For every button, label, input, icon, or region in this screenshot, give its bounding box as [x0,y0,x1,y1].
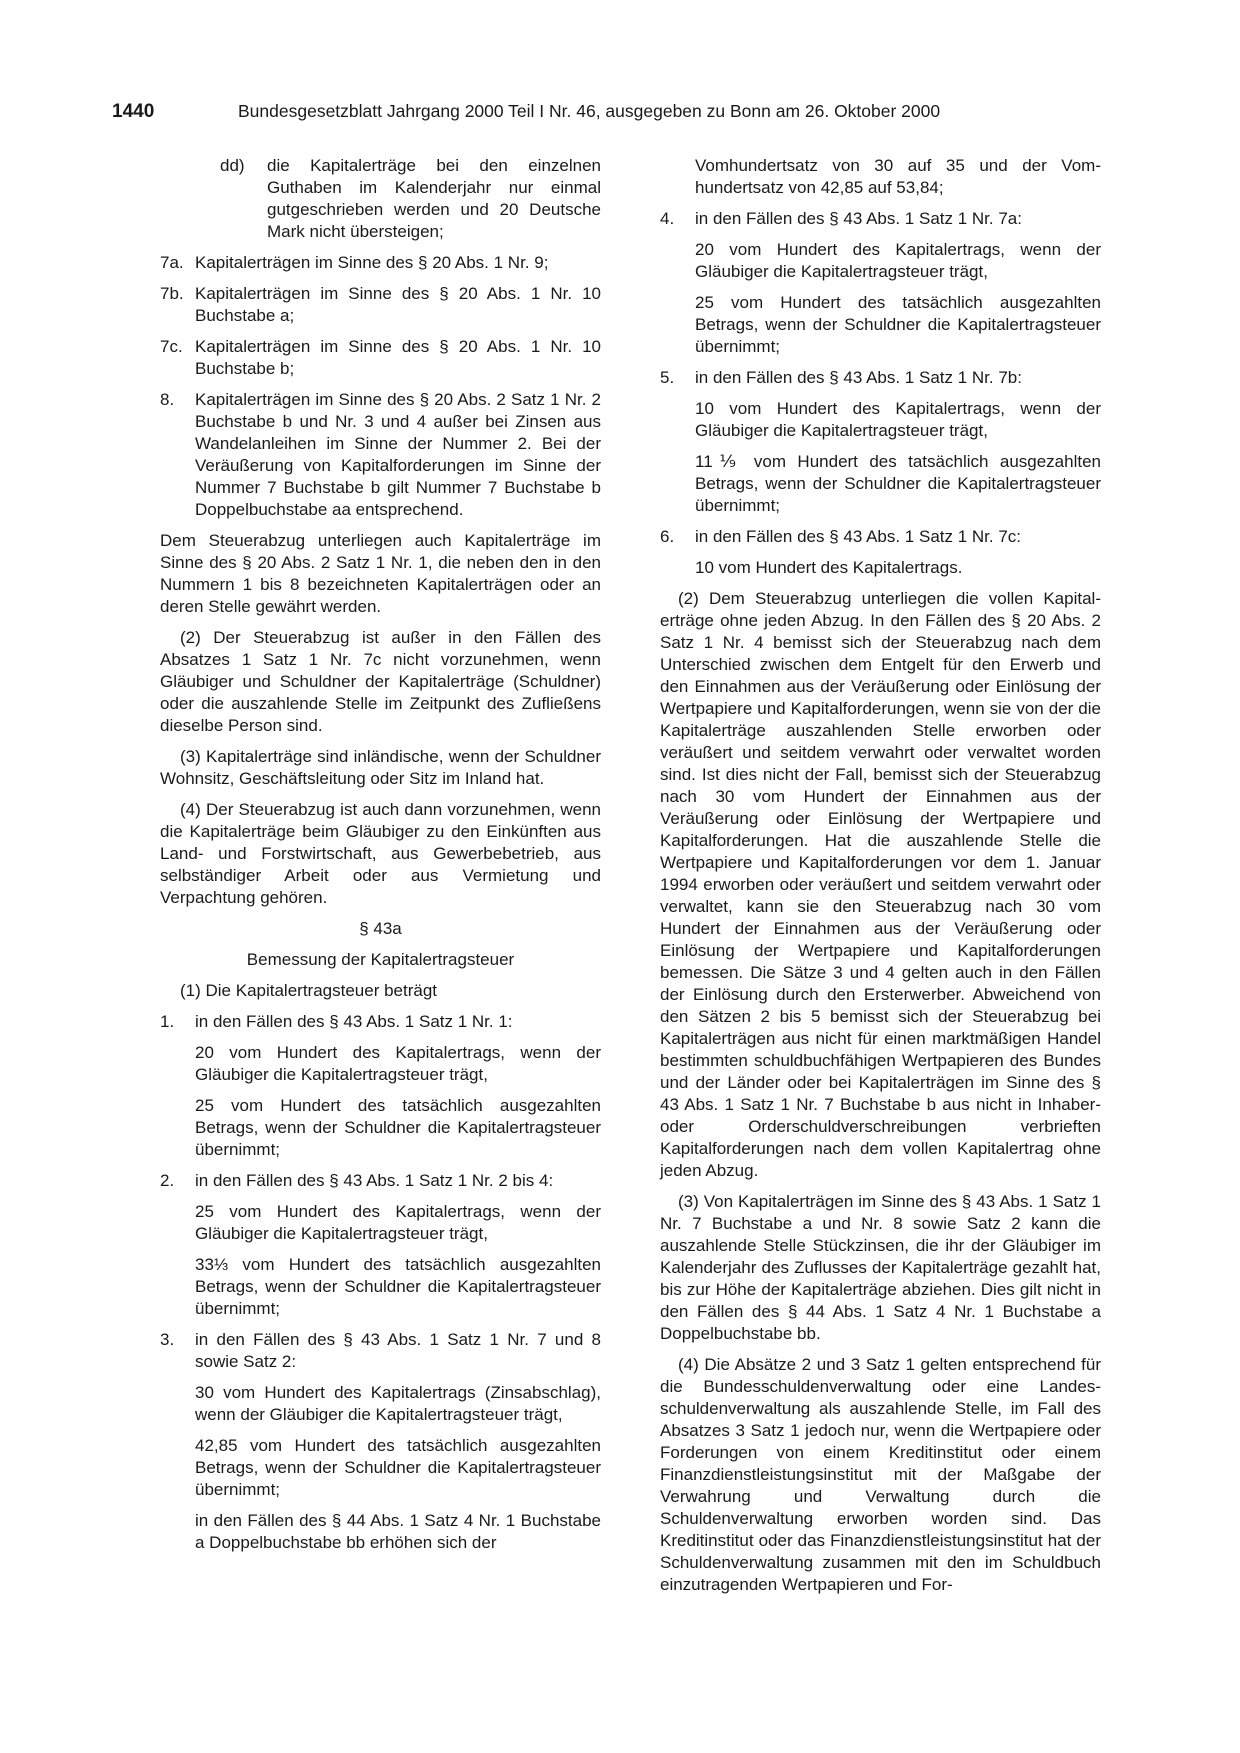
item-text: die Kapitalerträge bei den einzelnen Guthaben im Kalenderjahr nur einmal gutgeschrieben werden und 20 Deutsche Mark nicht übersteigen; [267,156,601,241]
section-number: § 43a [359,919,402,938]
item-number: 3. [160,1330,175,1349]
item-number: 7b. [160,284,184,303]
paragraph: (4) Die Absätze 2 und 3 Satz 1 gelten entsprechend für die Bundesschuldenverwaltung oder eine Landesschuldenverwaltung als auszahlende Stelle, im Fall des Absatzes 3 Satz 1 jedoch nur, wenn die Wertpapiere oder Forderungen von einem Kreditinstitut oder einem Finanzdienstleistungsinstitut mit der Maßgabe der Verwahrung und Verwaltung durch die Schuldenverwaltung erworben worden sind. Das Kreditinstitut oder das Finanzdienstleistungsinstitut hat der Schuldenverwaltung zusammen mit den im Schuldbuch einzutragenden Wertpapieren und For- [660,1355,1101,1594]
paragraph: 42,85 vom Hundert des tatsächlich ausgezahlten Betrags, wenn der Schuldner die Kapitalertragsteuer übernimmt; [195,1436,601,1499]
page-header [112,100,1012,123]
paragraph: 11⅑ vom Hundert des tatsächlich ausgezahlten Betrags, wenn der Schuldner die Kapitalertragsteuer übernimmt; [695,452,1101,515]
list-item [160,155,601,243]
item-text: Kapitalerträgen im Sinne des § 20 Abs. 1 Nr. 9; [195,253,549,272]
paragraph: (1) Die Kapitalertragsteuer beträgt [180,981,438,1000]
paragraph: 20 vom Hundert des Kapitalertrags, wenn der Gläubiger die Kapitalertragsteuer trägt, [695,240,1101,281]
item-number: 4. [660,209,675,228]
item-text: Kapitalerträgen im Sinne des § 20 Abs. 1 Nr. 10 Buchstabe b; [195,337,601,378]
paragraph: in den Fällen des § 44 Abs. 1 Satz 4 Nr. 1 Buchstabe a Doppelbuchstabe bb erhöhen sich der [195,1511,601,1552]
list-item [660,526,1101,548]
item-number: 6. [660,527,675,546]
page-number: 1440 [112,101,155,122]
list-item [160,1170,601,1192]
list-item [160,336,601,380]
list-item [660,208,1101,230]
paragraph: 25 vom Hundert des Kapitalertrags, wenn der Gläubiger die Kapitalertragsteuer trägt, [195,1202,601,1243]
paragraph: 33⅓ vom Hundert des tatsächlich ausgezahlten Betrags, wenn der Schuldner die Kapitalertragsteuer übernimmt; [195,1255,601,1318]
item-number: 7a. [160,253,184,272]
item-number: 1. [160,1012,175,1031]
item-number: 5. [660,368,675,387]
list-item [160,252,601,274]
list-item [160,283,601,327]
paragraph: (3) Von Kapitalerträgen im Sinne des § 43 Abs. 1 Satz 1 Nr. 7 Buchstabe a und Nr. 8 sowie Satz 2 kann die auszahlende Stelle Stückzinsen, die ihr der Gläubiger im Kalenderjahr des Zuflusses der Kapitalerträge gezahlt hat, bis zur Höhe der Kapitalerträge abziehen. Dies gilt nicht in den Fällen des § 44 Abs. 1 Satz 4 Nr. 1 Buchstabe a Doppelbuchstabe bb. [660,1192,1101,1343]
item-text: in den Fällen des § 43 Abs. 1 Satz 1 Nr. 7c: [695,527,1022,546]
item-text: Kapitalerträgen im Sinne des § 20 Abs. 2 Satz 1 Nr. 2 Buchstabe b und Nr. 3 und 4 außer bei Zinsen aus Wandelanleihen im Sinne der Nummer 2. Bei der Veräußerung von Kapitalforderungen im Sinne der Nummer 7 Buchstabe b gilt Nummer 7 Buchstabe b Doppelbuchstabe aa entsprechend. [195,390,601,519]
paragraph: Dem Steuerabzug unterliegen auch Kapitalerträge im Sinne des § 20 Abs. 2 Satz 1 Nr. 1, die neben den in den Nummern 1 bis 8 bezeichneten Kapitalerträgen oder an deren Stelle gewährt werden. [160,531,601,616]
item-number: 8. [160,390,175,409]
list-item [160,1329,601,1373]
item-text: in den Fällen des § 43 Abs. 1 Satz 1 Nr. 7 und 8 sowie Satz 2: [195,1330,601,1371]
item-text: in den Fällen des § 43 Abs. 1 Satz 1 Nr. 7a: [695,209,1022,228]
left-column [160,155,601,1563]
item-text: in den Fällen des § 43 Abs. 1 Satz 1 Nr. 1: [195,1012,513,1031]
list-item [660,367,1101,389]
item-number: 2. [160,1171,175,1190]
item-number: dd) [220,156,245,175]
item-number: 7c. [160,337,183,356]
item-text: Kapitalerträgen im Sinne des § 20 Abs. 1 Nr. 10 Buchstabe a; [195,284,601,325]
paragraph: (4) Der Steuerabzug ist auch dann vorzunehmen, wenn die Kapitalerträge beim Gläubiger zu den Einkünften aus Land- und Forstwirtschaft, aus Gewerbebetrieb, aus selbständiger Arbeit oder aus Vermietung und Verpachtung gehören. [160,800,601,907]
list-item [160,1011,601,1033]
paragraph: 10 vom Hundert des Kapitalertrags. [695,558,963,577]
paragraph: (3) Kapitalerträge sind inländische, wenn der Schuldner Wohnsitz, Geschäftsleitung oder Sitz im Inland hat. [160,747,601,788]
list-item [160,389,601,521]
paragraph: Vomhundertsatz von 30 auf 35 und der Vomhundertsatz von 42,85 auf 53,84; [695,156,1101,197]
item-text: in den Fällen des § 43 Abs. 1 Satz 1 Nr. 2 bis 4: [195,1171,554,1190]
paragraph: 25 vom Hundert des tatsächlich ausgezahlten Betrags, wenn der Schuldner die Kapitalertragsteuer übernimmt; [695,293,1101,356]
paragraph: 20 vom Hundert des Kapitalertrags, wenn der Gläubiger die Kapitalertragsteuer trägt, [195,1043,601,1084]
paragraph: (2) Dem Steuerabzug unterliegen die vollen Kapitalerträge ohne jeden Abzug. In den Fällen des § 20 Abs. 2 Satz 1 Nr. 4 bemisst sich der Steuerabzug nach dem Unterschied zwischen dem Entgelt für den Erwerb und den Einnahmen aus der Veräußerung oder Einlösung der Wertpapiere und Kapitalforderungen, wenn sie von der die Kapitalerträge auszahlenden Stelle erworben oder veräußert und seitdem verwahrt oder verwaltet worden sind. Ist dies nicht der Fall, bemisst sich der Steuerabzug nach 30 vom Hundert der Einnahmen aus der Veräußerung oder Einlösung der Wertpapiere und Kapitalforderungen. Hat die auszahlende Stelle die Wertpapiere und Kapitalforderungen vor dem 1. Januar 1994 erworben oder veräußert und seitdem verwahrt oder verwaltet, kann sie den Steuerabzug nach 30 vom Hundert der Einnahmen aus der Veräußerung oder Einlösung der Wertpapiere und Kapitalforderungen bemessen. Die Sätze 3 und 4 gelten auch in den Fällen der Einlösung durch den Ersterwerber. Abweichend von den Sätzen 2 bis 5 bemisst sich der Steuerabzug bei Kapitalerträgen aus nicht für einen marktmäßigen Handel bestimmten schuldbuchfähigen Wertpapieren des Bundes und der Länder oder bei Kapitalerträgen im Sinne des § 43 Abs. 1 Satz 1 Nr. 7 Buchstabe b aus nicht in Inhaber- oder Orderschuldverschreibungen verbrieften Kapitalforderungen nach dem vollen Kapitalertrag ohne jeden Abzug. [660,589,1101,1180]
paragraph: 10 vom Hundert des Kapitalertrags, wenn der Gläubiger die Kapitalertragsteuer trägt, [695,399,1101,440]
section-title: Bemessung der Kapitalertragsteuer [246,950,515,969]
item-text: in den Fällen des § 43 Abs. 1 Satz 1 Nr. 7b: [695,368,1022,387]
paragraph: (2) Der Steuerabzug ist außer in den Fällen des Absatzes 1 Satz 1 Nr. 7c nicht vorzunehmen, wenn Gläubiger und Schuldner der Kapitalerträge (Schuldner) oder die auszahlende Stelle im Zeitpunkt des Zufließens dieselbe Person sind. [160,628,601,735]
paragraph: 25 vom Hundert des tatsächlich ausgezahlten Betrags, wenn der Schuldner die Kapitalertragsteuer übernimmt; [195,1096,601,1159]
right-column [660,155,1101,1605]
paragraph: 30 vom Hundert des Kapitalertrags (Zinsabschlag), wenn der Gläubiger die Kapitalertragsteuer trägt, [195,1383,601,1424]
header-title: Bundesgesetzblatt Jahrgang 2000 Teil I Nr. 46, ausgegeben zu Bonn am 26. Oktober 2000 [238,101,941,121]
